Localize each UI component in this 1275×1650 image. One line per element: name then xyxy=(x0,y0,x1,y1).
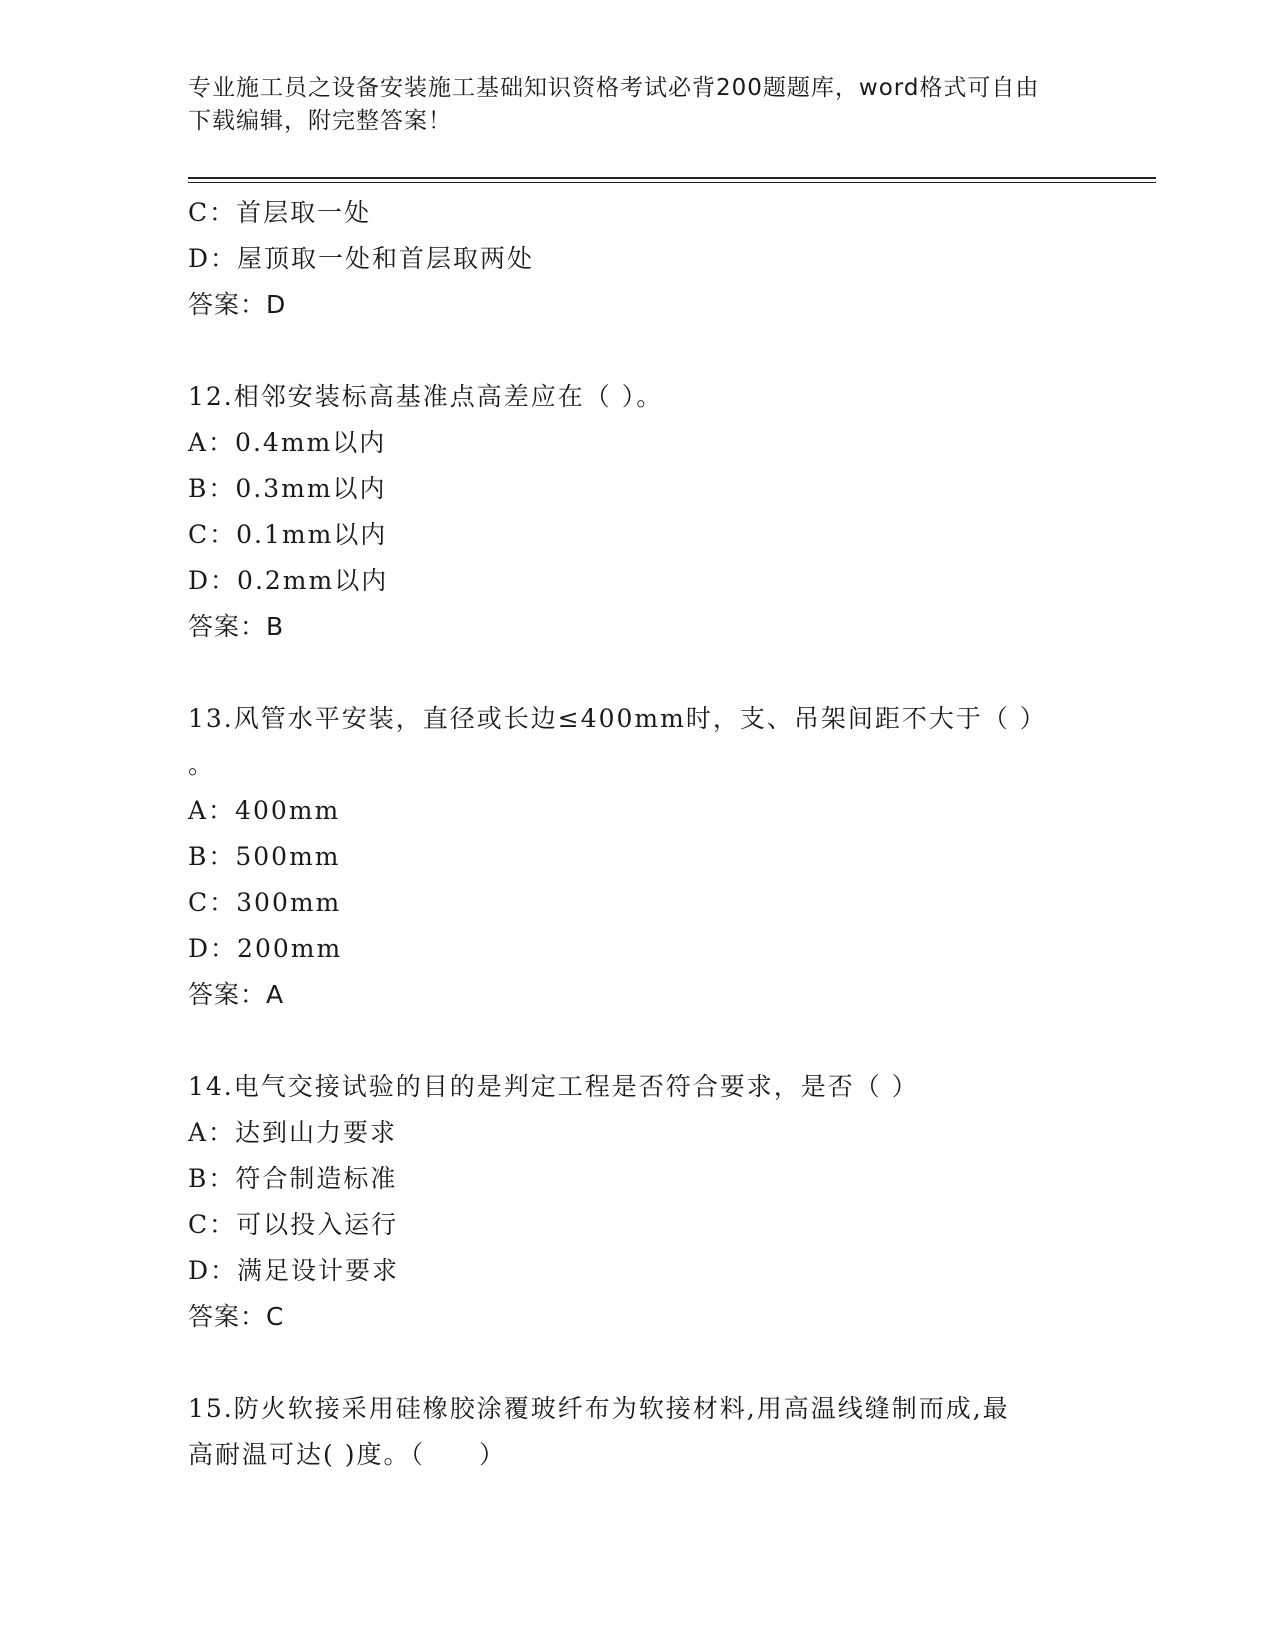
answer-label: 答案：B xyxy=(188,612,285,641)
question-title: 14.电气交接试验的目的是判定工程是否符合要求，是否（ ） xyxy=(188,1072,919,1101)
question-list xyxy=(188,190,1088,1478)
question-title: 12.相邻安装标高基准点高差应在（ ）。 xyxy=(188,382,664,411)
question-12 xyxy=(188,374,1088,650)
option-d: D：0.2mm以内 xyxy=(188,566,389,595)
answer-label: 答案：C xyxy=(188,1302,285,1331)
option-d: D：屋顶取一处和首层取两处 xyxy=(188,244,535,273)
option-d: D：满足设计要求 xyxy=(188,1256,400,1285)
question-title-continued: 。 xyxy=(188,750,216,779)
option-c: C：0.1mm以内 xyxy=(188,520,388,549)
header-line-2: 下载编辑，附完整答案！ xyxy=(188,108,452,134)
question-13 xyxy=(188,696,1088,1018)
option-b: B：符合制造标准 xyxy=(188,1164,398,1193)
option-b: B：0.3mm以内 xyxy=(188,474,387,503)
answer-label: 答案：D xyxy=(188,290,287,319)
question-15 xyxy=(188,1386,1088,1478)
header-divider-top xyxy=(188,177,1156,179)
option-c: C：可以投入运行 xyxy=(188,1210,399,1239)
question-title: 15.防火软接采用硅橡胶涂覆玻纤布为软接材料,用高温线缝制而成,最 xyxy=(188,1394,1010,1423)
option-a: A：400mm xyxy=(188,796,341,825)
answer-label: 答案：A xyxy=(188,980,285,1009)
question-title: 13.风管水平安装，直径或长边≤400mm时，支、吊架间距不大于（ ） xyxy=(188,704,1047,733)
option-a: A：达到山力要求 xyxy=(188,1118,398,1147)
header-divider-bottom xyxy=(188,182,1156,183)
option-c: C：首层取一处 xyxy=(188,198,372,227)
option-d: D：200mm xyxy=(188,934,343,963)
option-c: C：300mm xyxy=(188,888,342,917)
header-line-1: 专业施工员之设备安装施工基础知识资格考试必背200题题库，word格式可自由 xyxy=(188,75,1040,101)
question-title-continued: 高耐温可达( )度。（ ） xyxy=(188,1440,506,1469)
document-header xyxy=(188,72,1088,138)
option-b: B：500mm xyxy=(188,842,341,871)
question-14 xyxy=(188,1064,1088,1340)
option-a: A：0.4mm以内 xyxy=(188,428,387,457)
